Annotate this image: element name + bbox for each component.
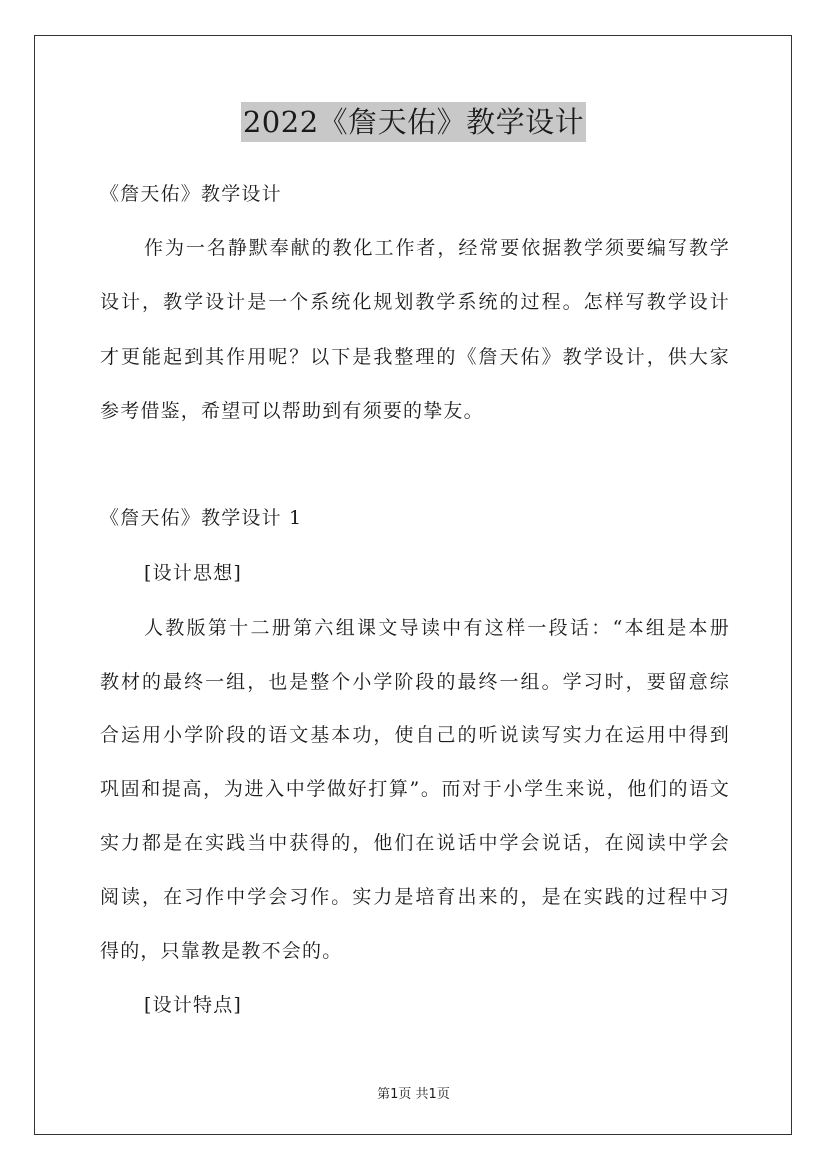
body-line-4: 巩固和提高，为进入中学做好打算”。而对于小学生来说，他们的语文: [100, 778, 730, 800]
intro-line-2: 设计，教学设计是一个系统化规划教学系统的过程。怎样写教学设计: [100, 291, 730, 313]
body-line-3: 合运用小学阶段的语文基本功，使自己的听说读写实力在运用中得到: [100, 724, 730, 746]
body-line-7: 得的，只靠教是教不会的。: [100, 940, 343, 962]
body-line-2: 教材的最终一组，也是整个小学阶段的最终一组。学习时，要留意综: [100, 671, 730, 693]
body-line-6: 阅读，在习作中学会习作。实力是培育出来的，是在实践的过程中习: [100, 886, 730, 908]
design-feature-label: [设计特点]: [144, 994, 243, 1016]
subtitle: 《詹天佑》教学设计: [100, 183, 282, 205]
intro-line-3: 才更能起到其作用呢？以下是我整理的《詹天佑》教学设计，供大家: [100, 346, 730, 368]
document-title: 2022《詹天佑》教学设计: [241, 102, 586, 142]
intro-line-1: 作为一名静默奉献的教化工作者，经常要依据教学须要编写教学: [144, 237, 730, 259]
section-heading: 《詹天佑》教学设计 1: [100, 507, 303, 529]
body-line-1: 人教版第十二册第六组课文导读中有这样一段话：“本组是本册: [144, 617, 730, 639]
intro-line-4: 参考借鉴，希望可以帮助到有须要的挚友。: [100, 400, 484, 422]
title-container: [0, 102, 827, 142]
design-idea-label: [设计思想]: [144, 562, 243, 584]
page-number-footer: 第1页 共1页: [377, 1087, 450, 1102]
body-line-5: 实力都是在实践当中获得的，他们在说话中学会说话，在阅读中学会: [100, 832, 730, 854]
